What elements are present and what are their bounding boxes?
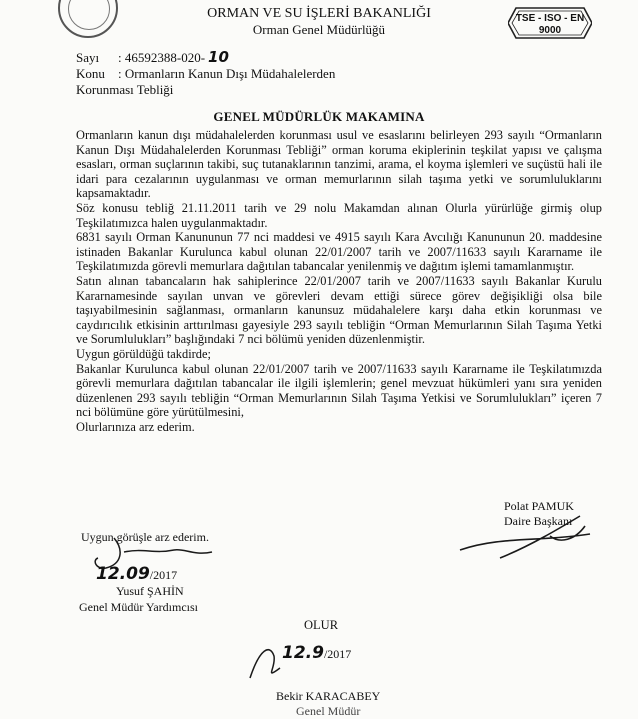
signer-title: Daire Başkanı bbox=[504, 514, 573, 528]
ministry-name: ORMAN VE SU İŞLERİ BAKANLIĞI bbox=[207, 6, 431, 21]
sayi-handwritten-number: 10 bbox=[208, 48, 229, 66]
department-head-handwritten-signature bbox=[440, 506, 620, 566]
director-general-date-handwritten: 12.9 bbox=[282, 643, 324, 663]
paragraph: 6831 sayılı Orman Kanununun 77 nci maddesi ve 4915 sayılı Kara Avcılığı Kanununun 20. maddesine istinaden Bakanlar Kurulunca kabul olunan 22/01/2007 tarih ve 2007/11633 sayılı Kararname ile Teşkilatımızda görevli memurlara dağıtılan tabancalar yenilenmiş ve dağıtım işlemi tamamlanmıştır. bbox=[76, 230, 602, 274]
director-general-title: Genel Müdür bbox=[296, 704, 361, 718]
approval-text: Uygun görüşle arz ederim. bbox=[81, 530, 209, 544]
deputy-date-handwritten: 12.09 bbox=[96, 564, 150, 584]
paragraph: Bakanlar Kurulunca kabul olunan 22/01/2007 tarih ve 2007/11633 sayılı Kararname ile Teşkilatımızda görevli memurlara dağıtılan tabancalar ile ilgili işlemlerin; genel mevzuat hükümleri yanı sıra yeniden düzenlenen 293 sayılı tebliğin “Orman Memurlarının Silah Taşıma Yetkisi ve Sorumlulukları” içeren 7 nci bölümüne göre yürütülmesini, bbox=[76, 361, 602, 420]
document-body bbox=[76, 128, 602, 434]
directorate-name: Orman Genel Müdürlüğü bbox=[252, 22, 386, 37]
paragraph: Söz konusu tebliğ 21.11.2011 tarih ve 29 nolu Makamdan alınan Olurla yürürlüğe girmiş olup Teşkilatımızca halen uygulanmaktadır. bbox=[76, 200, 602, 230]
paragraph: Olurlarınıza arz ederim. bbox=[76, 419, 195, 434]
paragraph: Uygun görüldüğü takdirde; bbox=[76, 346, 211, 361]
konu-line bbox=[76, 66, 335, 82]
signer-name: Polat PAMUK bbox=[504, 499, 574, 513]
sayi-line bbox=[76, 49, 229, 66]
director-general-name: Bekir KARACABEY bbox=[276, 689, 381, 703]
sayi-value: : 46592388-020- bbox=[118, 50, 206, 65]
addressee-heading: GENEL MÜDÜRLÜK MAKAMINA bbox=[213, 109, 425, 124]
paragraph: Ormanların kanun dışı müdahalelerden korunması usul ve esaslarını belirleyen 293 sayılı “Ormanların Kanun Dışı Müdahalelerden Korunması Tebliği” orman koruma ekiplerinin teşkilat yapısı ve çalışma esasları, orman suçlarının takibi, suç tutanaklarının tanzimi, arama, el koyma işlemleri ve suçüstü hali ile idari para cezalarının uygulanması ve orman memurlarının silah taşıma yetki ve sorumluluklarını kapsamaktadır. bbox=[76, 128, 602, 201]
tse-iso-en-certificate-logo bbox=[508, 6, 592, 40]
deputy-title: Genel Müdür Yardımcısı bbox=[79, 600, 198, 614]
sayi-label: Sayı bbox=[76, 50, 100, 65]
paragraph: Satın alınan tabancaların hak sahiplerince 22/01/2007 tarih ve 2007/11633 sayılı Bakanlar Kurulu Kararnamesinde sayılan unvan ve görevleri devam ettiği sürece görev değişikliği olsa bile taşıyabilmesinin sağlanması, ormanların kanunsuz müdahalelere karşı daha etkin korunması ve caydırıcılık etkisinin arttırılması gayesiyle 293 sayılı tebliğin “Orman Memurlarının Silah Taşıma Yetki ve Sorumlulukları” başlığındaki 7 nci bölümü yeniden düzenlenmiştir. bbox=[76, 273, 602, 347]
olur-label: OLUR bbox=[304, 618, 339, 632]
cert-line2: 9000 bbox=[538, 25, 562, 36]
konu-value-continued: Korunması Tebliği bbox=[76, 82, 174, 97]
deputy-date bbox=[96, 564, 178, 584]
deputy-name: Yusuf ŞAHİN bbox=[116, 584, 184, 598]
director-general-date-year: /2017 bbox=[323, 647, 352, 661]
konu-value: : Ormanların Kanun Dışı Müdahalelerden bbox=[118, 66, 336, 81]
director-general-date bbox=[282, 643, 352, 663]
deputy-date-year: /2017 bbox=[149, 568, 178, 582]
konu-label: Konu bbox=[76, 66, 105, 81]
cert-line1: TSE - ISO - EN bbox=[515, 13, 585, 24]
